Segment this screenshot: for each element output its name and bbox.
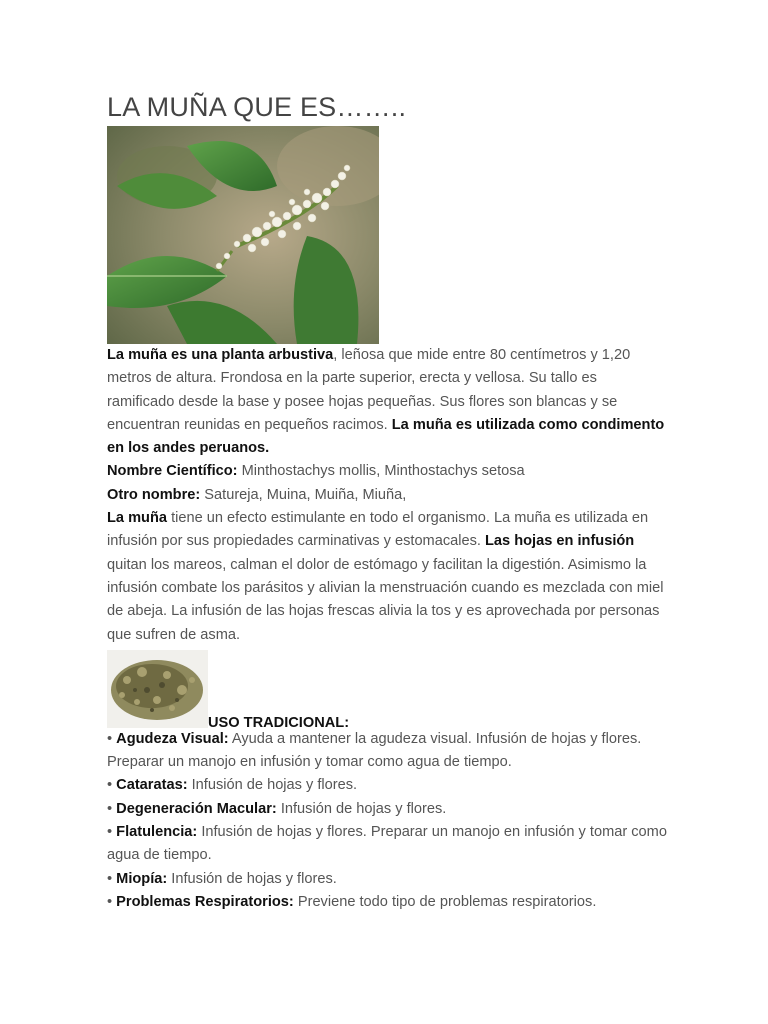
intro-bold-2: La muña es utilizada como condimento en los andes peruanos.	[107, 416, 665, 457]
scientific-name-value: Minthostachys mollis, Minthostachys setosa	[237, 463, 525, 480]
use-text: Infusión de hojas y flores.	[276, 800, 447, 817]
plant-photo-image	[107, 126, 379, 344]
use-label: Degeneración Macular:	[116, 800, 277, 817]
uso-tradicional-heading: USO TRADICIONAL:	[208, 714, 350, 731]
intro-paragraph	[107, 344, 667, 460]
bullet: •	[107, 870, 117, 887]
bullet: •	[107, 777, 117, 794]
bullet: •	[107, 824, 117, 841]
intro-bold-1: La muña es una planta arbustiva	[107, 347, 334, 363]
list-item	[107, 798, 667, 821]
scientific-name-line	[107, 460, 667, 483]
use-text: Infusión de hojas y flores.	[167, 870, 337, 887]
use-text: Infusión de hojas y flores.	[187, 777, 358, 794]
use-text: Infusión de hojas y flores. Preparar un manojo en infusión y tomar como agua de tiempo.	[107, 824, 667, 864]
page-title: LA MUÑA QUE ES……..	[107, 92, 407, 122]
uso-heading-row	[107, 650, 667, 731]
other-name-line	[107, 484, 667, 507]
bullet: •	[107, 800, 117, 817]
list-item	[107, 821, 667, 868]
use-text: Previene todo tipo de problemas respiratorios.	[293, 893, 597, 910]
list-item	[107, 868, 667, 891]
intro-text-1: , leñosa que mide entre 80 centímetros y 1,20 metros de altura. Frondosa en la parte superior, erecta y vellosa. Su tallo es ramificado desde la base y posee hojas pequeñas. Sus flores son blancas y se encuentran reunidas en pequeños racimos.	[107, 347, 631, 433]
other-name-label: Otro nombre:	[107, 486, 201, 503]
list-item	[107, 774, 667, 797]
use-label: Cataratas:	[116, 777, 188, 794]
uses-list	[107, 728, 667, 914]
effects-text-1: tiene un efecto estimulante en todo el organismo. La muña es utilizada en infusión por sus propiedades carminativas y estomacales.	[107, 510, 649, 550]
effects-bold-1: La muña	[107, 510, 168, 527]
dried-leaves-photo	[107, 650, 208, 728]
use-label: Flatulencia:	[116, 824, 198, 841]
use-label: Problemas Respiratorios:	[116, 893, 294, 910]
bullet: •	[107, 730, 117, 747]
list-item	[107, 891, 667, 914]
dried-leaves-image	[107, 650, 208, 728]
effects-paragraph	[107, 507, 667, 647]
scientific-name-label: Nombre Científico:	[107, 463, 238, 480]
use-label: Miopía:	[116, 870, 168, 887]
bullet: •	[107, 893, 117, 910]
list-item	[107, 728, 667, 775]
effects-text-2: quitan los mareos, calman el dolor de estómago y facilitan la digestión. Asimismo la infusión combate los parásitos y alivian la menstruación cuando es mezclada con miel de abeja. La infusión de las hojas frescas alivia la tos y es aprovechada por personas que sufren de asma.	[107, 556, 664, 643]
plant-photo	[107, 126, 379, 344]
use-text: Ayuda a mantener la agudeza visual. Infusión de hojas y flores. Preparar un manojo en infusión y tomar como agua de tiempo.	[107, 730, 642, 771]
document-page	[107, 88, 667, 914]
use-label: Agudeza Visual:	[116, 730, 229, 747]
other-name-value: Satureja, Muina, Muiña, Miuña,	[200, 486, 407, 503]
effects-bold-2: Las hojas en infusión	[485, 533, 635, 550]
